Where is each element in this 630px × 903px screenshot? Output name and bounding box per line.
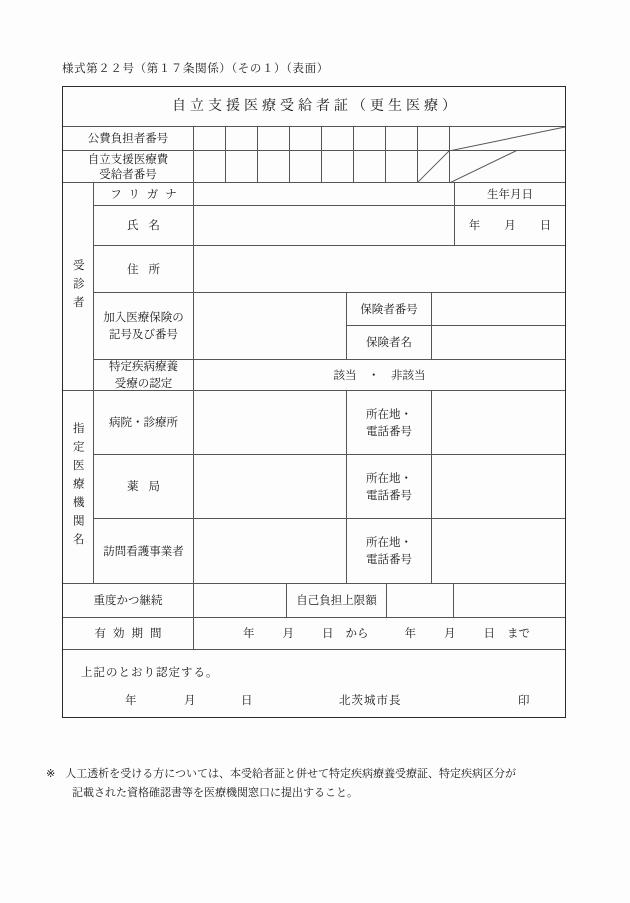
valid-period-row <box>63 618 565 650</box>
furigana-value[interactable] <box>194 183 455 205</box>
certification-month: 月 <box>184 693 196 707</box>
nursing-row <box>94 519 565 583</box>
period-from-month: 月 <box>282 626 294 641</box>
insurer-name-row <box>347 326 565 359</box>
certification-seal: 印 <box>518 693 530 707</box>
address-label-text: 住所 <box>127 261 170 276</box>
address-row <box>94 246 565 293</box>
valid-period-value[interactable] <box>194 618 565 649</box>
name-value[interactable] <box>194 206 455 245</box>
public-payer-number-row <box>63 127 565 151</box>
insurer-number-label: 保険者番号 <box>347 293 432 325</box>
certification-statement: 上記のとおり認定する。 <box>81 665 219 679</box>
pharmacy-row <box>94 455 565 519</box>
hospital-address-label-line2: 電話番号 <box>366 423 412 438</box>
insurer-number-row <box>347 293 565 326</box>
period-to-month: 月 <box>444 626 456 641</box>
insurance-symbol-number-value[interactable] <box>194 293 347 359</box>
period-to-day: 日 <box>483 626 495 641</box>
recipient-number-digit-1[interactable] <box>194 151 226 182</box>
specific-disease-label <box>94 360 194 390</box>
dob-header: 生年月日 <box>487 186 533 201</box>
specific-disease-label-line1: 特定疾病療養 <box>109 360 178 374</box>
name-label <box>94 206 194 245</box>
institutions-section <box>63 391 565 584</box>
dob-year-label: 年 <box>468 218 481 233</box>
furigana-label-text: フリガナ <box>110 186 184 201</box>
title-row <box>63 87 565 127</box>
specific-disease-options[interactable]: 該当 ・ 非該当 <box>333 367 426 382</box>
insurer-number-value[interactable] <box>432 293 565 325</box>
nursing-name-value[interactable] <box>194 519 347 583</box>
certification-day: 日 <box>241 693 253 707</box>
certification-block <box>63 650 565 717</box>
pharmacy-address-label-line1: 所在地・ <box>366 470 412 485</box>
recipient-number-label <box>63 151 194 182</box>
pharmacy-address-value[interactable] <box>432 455 565 518</box>
nursing-address-label-line2: 電話番号 <box>366 552 412 566</box>
hospital-address-label-line1: 所在地・ <box>366 406 412 421</box>
severe-continuous-blank <box>454 584 565 617</box>
period-from-suffix: から <box>345 626 369 641</box>
certification-year: 年 <box>125 693 137 707</box>
nursing-address-value[interactable] <box>432 519 565 583</box>
specific-disease-label-line2: 受療の認定 <box>114 376 173 390</box>
page-title <box>63 87 565 126</box>
recipient-section-vertical-label-text: 受診者 <box>71 258 86 315</box>
public-payer-digit-1[interactable] <box>194 127 226 150</box>
nursing-address-label <box>347 519 432 583</box>
insurance-label-line1: 加入医療保険の <box>103 310 184 325</box>
pharmacy-address-label <box>347 455 432 518</box>
public-payer-digit-7[interactable] <box>386 127 418 150</box>
specific-disease-row <box>94 360 565 390</box>
recipient-number-label-line1: 自立支援医療費 <box>87 151 169 166</box>
furigana-label <box>94 183 194 205</box>
public-payer-digit-2[interactable] <box>226 127 258 150</box>
public-payer-digit-6[interactable] <box>354 127 386 150</box>
recipient-number-crossed-area <box>450 151 565 182</box>
public-payer-digit-3[interactable] <box>258 127 290 150</box>
valid-period-label <box>63 618 194 649</box>
diagonal-strike-icon-top <box>450 127 565 150</box>
footnote-mark: ※ <box>46 767 56 780</box>
pharmacy-label <box>94 455 194 518</box>
insurance-label-line2: 記号及び番号 <box>109 327 178 341</box>
page-title-text: 自立支援医療受給者証（更生医療） <box>172 98 460 115</box>
nursing-address-label-line1: 所在地・ <box>366 535 412 550</box>
severe-continuous-row <box>63 584 565 618</box>
recipient-number-digit-5[interactable] <box>322 151 354 182</box>
period-to-year: 年 <box>404 626 416 641</box>
recipient-number-digit-6[interactable] <box>354 151 386 182</box>
furigana-row <box>94 183 565 206</box>
recipient-number-digit-4[interactable] <box>290 151 322 182</box>
diagonal-strike-icon-bottom <box>450 151 565 182</box>
certification-authority: 北茨城市長 <box>339 693 402 707</box>
public-payer-crossed-area-top <box>450 127 565 150</box>
pharmacy-address-label-line2: 電話番号 <box>366 487 412 502</box>
nursing-label: 訪問看護事業者 <box>94 519 194 583</box>
pharmacy-name-value[interactable] <box>194 455 347 518</box>
recipient-section <box>63 183 565 391</box>
insurance-label <box>94 293 194 359</box>
dob-month-label: 月 <box>504 218 516 233</box>
copay-cap-value[interactable] <box>387 584 454 617</box>
insurance-row <box>94 293 565 360</box>
certificate-table <box>62 86 566 718</box>
dob-day-label: 日 <box>539 218 552 233</box>
footnote-line-1 <box>46 764 591 783</box>
footnote-line1-text: 人工透析を受ける方については、本受給者証と併せて特定疾病療養受療証、特定疾病区分が <box>65 767 516 780</box>
recipient-number-label-line2: 受給者番号 <box>99 166 157 181</box>
recipient-number-digit-2[interactable] <box>226 151 258 182</box>
footnote <box>46 764 591 803</box>
period-to-suffix: まで <box>507 626 530 641</box>
address-label <box>94 246 194 292</box>
recipient-number-row <box>63 151 565 183</box>
address-value[interactable] <box>194 246 565 292</box>
copay-cap-label: 自己負担上限額 <box>287 584 387 617</box>
hospital-label: 病院・診療所 <box>94 391 194 454</box>
diagonal-strike-icon-cell <box>418 151 449 182</box>
institutions-section-vertical-label <box>63 391 94 583</box>
recipient-number-digit-7[interactable] <box>386 151 418 182</box>
public-payer-digit-8[interactable] <box>418 127 450 150</box>
name-row <box>94 206 565 246</box>
hospital-name-value[interactable] <box>194 391 347 454</box>
period-from-day: 日 <box>322 626 334 641</box>
recipient-section-vertical-label <box>63 183 94 390</box>
hospital-row <box>94 391 565 455</box>
pharmacy-label-text: 薬局 <box>127 479 170 494</box>
recipient-number-digit-8-crossed <box>418 151 450 182</box>
hospital-address-label <box>347 391 432 454</box>
dob-value[interactable] <box>455 206 565 245</box>
public-payer-number-label: 公費負担者番号 <box>63 127 194 150</box>
insurer-name-label: 保険者名 <box>347 326 432 359</box>
public-payer-digit-5[interactable] <box>322 127 354 150</box>
footnote-line-2: 記載された資格確認書等を医療機関窓口に提出すること。 <box>72 786 358 800</box>
form-code-line: 様式第２２号（第１７条関係）（その１）（表面） <box>62 61 329 75</box>
severe-continuous-label: 重度かつ継続 <box>63 584 194 617</box>
institutions-section-vertical-label-text: 指定医療機関名 <box>71 422 86 552</box>
valid-period-label-text: 有効期間 <box>94 626 169 641</box>
name-label-text: 氏名 <box>127 218 170 233</box>
insurer-name-value[interactable] <box>432 326 565 359</box>
recipient-number-digit-3[interactable] <box>258 151 290 182</box>
hospital-address-value[interactable] <box>432 391 565 454</box>
public-payer-digit-4[interactable] <box>290 127 322 150</box>
period-from-year: 年 <box>243 626 255 641</box>
severe-continuous-value[interactable] <box>194 584 287 617</box>
